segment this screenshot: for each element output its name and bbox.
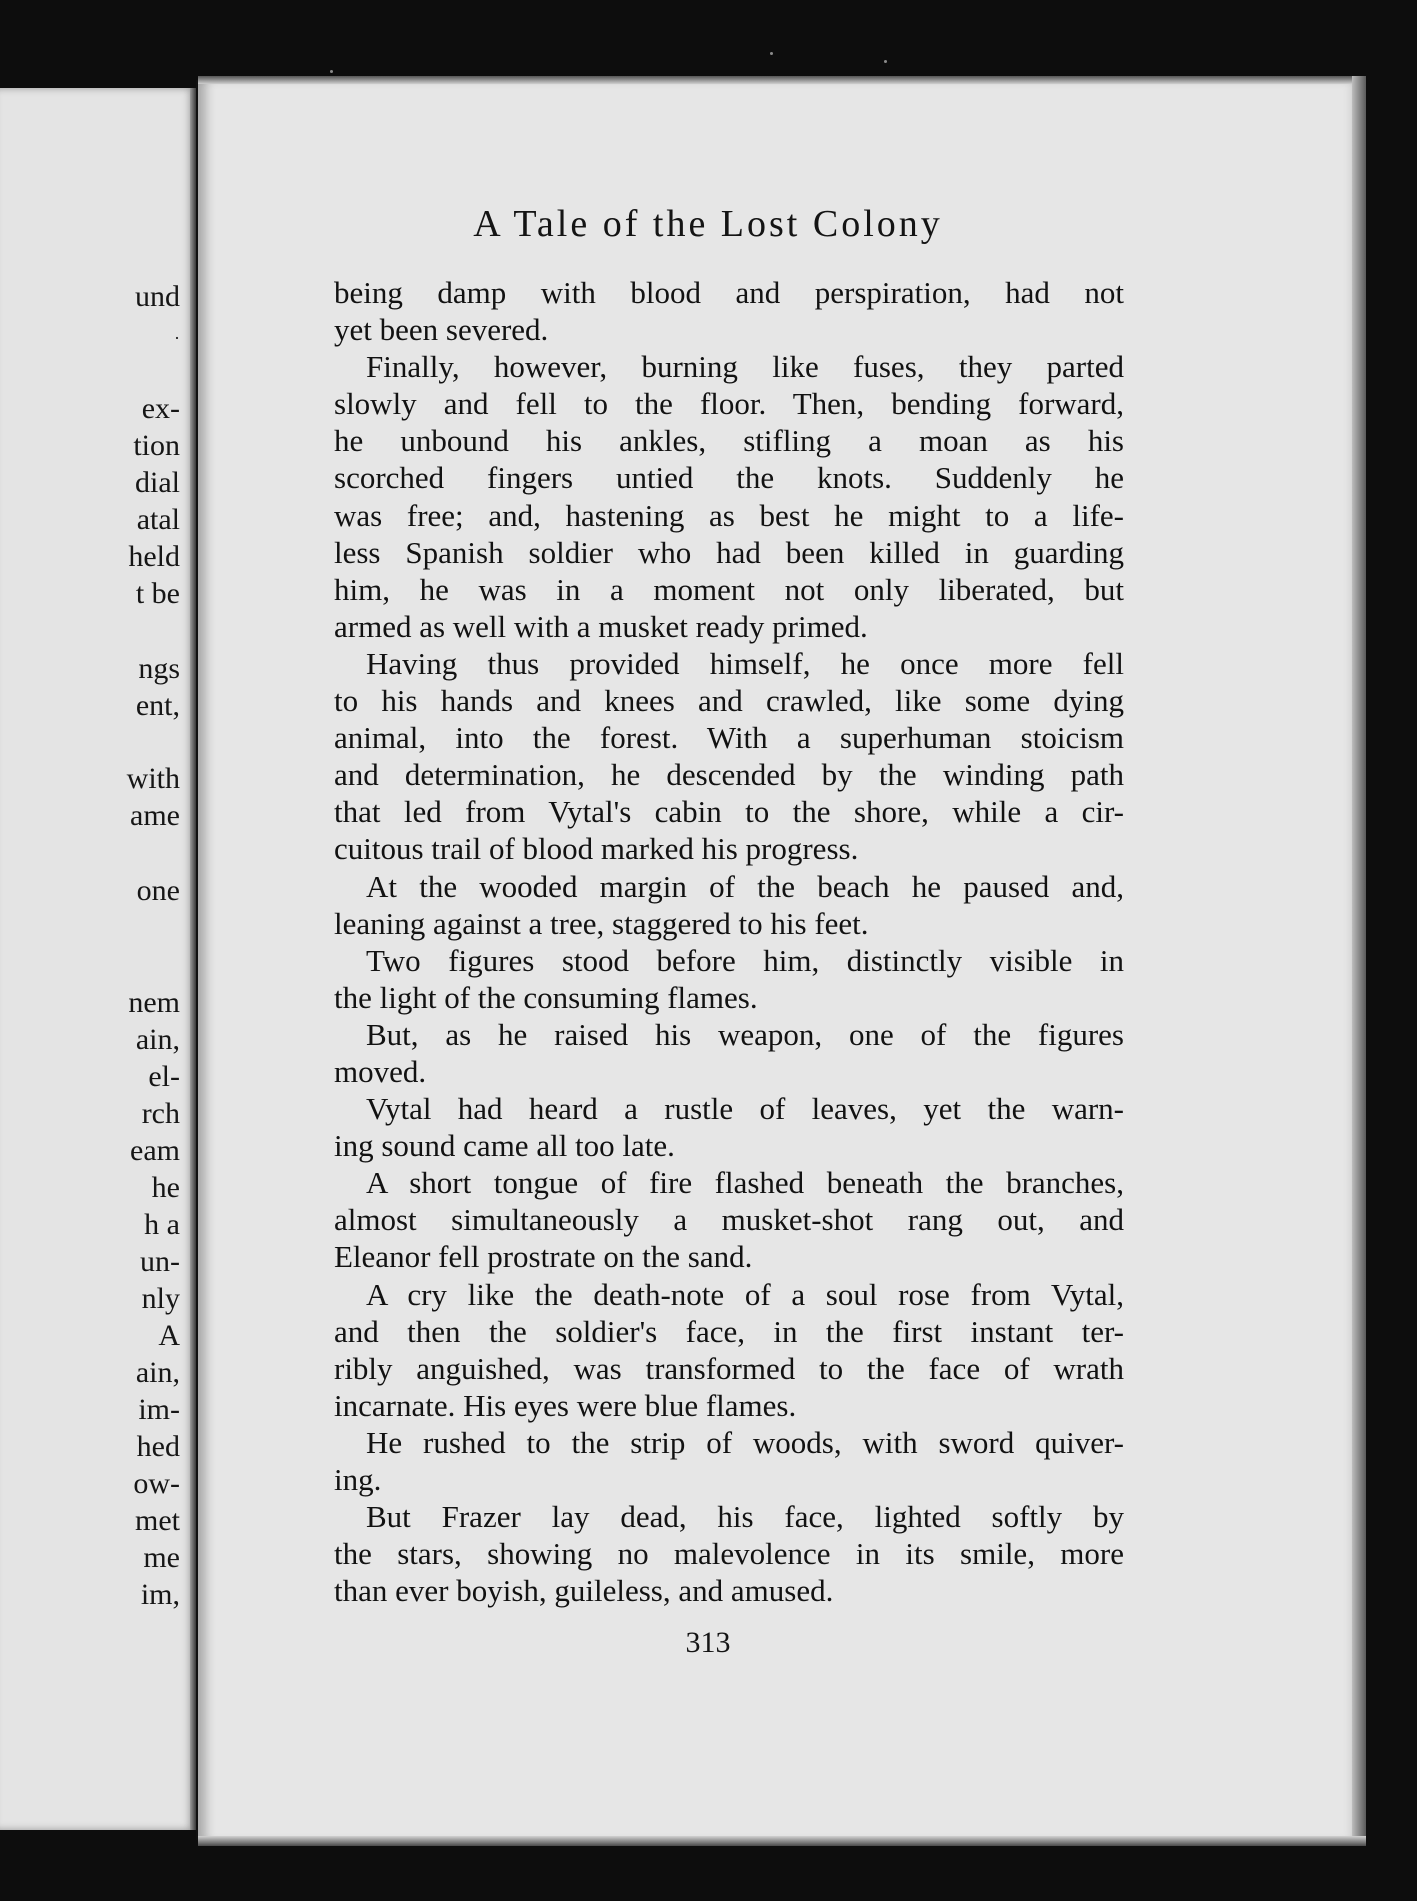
left-fragment: tion — [133, 429, 180, 462]
running-head: A Tale of the Lost Colony — [473, 203, 943, 245]
text-line: ribly anguished, was transformed to the face of wrath — [334, 1350, 1124, 1386]
left-fragment: ain, — [135, 1023, 180, 1056]
text-line: he unbound his ankles, stifling a moan as his — [334, 423, 1124, 459]
text-line: A cry like the death-note of a soul rose from Vytal, — [366, 1276, 1124, 1312]
text-line: At the wooded margin of the beach he paused and, — [366, 868, 1124, 904]
paragraph — [334, 1424, 1124, 1498]
left-fragment: el- — [148, 1060, 180, 1093]
paragraph — [334, 942, 1124, 1016]
text-line: Eleanor fell prostrate on the sand. — [334, 1239, 753, 1275]
left-fragment: im, — [140, 1578, 180, 1611]
page-number: 313 — [685, 1626, 731, 1659]
paragraph — [334, 348, 1124, 645]
left-fragment: ain, — [135, 1356, 180, 1389]
text-line: Having thus provided himself, he once more fell — [366, 645, 1124, 681]
text-line: ing. — [334, 1462, 382, 1497]
text-line: A short tongue of fire flashed beneath the branches, — [366, 1165, 1124, 1201]
left-fragment: t be — [135, 577, 180, 610]
left-facing-page — [0, 88, 196, 1830]
text-line: Vytal had heard a rustle of leaves, yet the warn- — [366, 1091, 1124, 1127]
text-line: yet been severed. — [334, 312, 549, 348]
paragraph — [334, 1016, 1124, 1090]
left-fragment: ow- — [133, 1467, 180, 1500]
text-line: and determination, he descended by the winding path — [334, 757, 1124, 793]
left-fragment: me — [143, 1541, 180, 1574]
left-fragment: dial — [135, 466, 180, 499]
left-fragment: ex- — [141, 392, 180, 425]
text-line: scorched fingers untied the knots. Suddenly he — [334, 460, 1124, 496]
text-line: Two figures stood before him, distinctly visible in — [366, 942, 1124, 978]
left-fragment: h a — [144, 1208, 180, 1241]
left-fragment: held — [128, 540, 180, 573]
text-line: But, as he raised his weapon, one of the figures — [366, 1016, 1124, 1052]
text-line: being damp with blood and perspiration, had not — [334, 275, 1124, 310]
text-line: to his hands and knees and crawled, like some dying — [334, 683, 1124, 719]
left-fragment: eam — [130, 1134, 180, 1167]
text-line: the light of the consuming flames. — [334, 979, 758, 1015]
text-line: incarnate. His eyes were blue flames. — [334, 1387, 797, 1423]
left-fragment: · — [174, 328, 180, 348]
left-fragment: ngs — [138, 652, 180, 685]
paragraph — [334, 1498, 1124, 1609]
text-line: He rushed to the strip of woods, with sword quiver- — [366, 1424, 1124, 1460]
left-fragment: rch — [141, 1097, 180, 1130]
paragraph — [334, 274, 1124, 348]
text-line: animal, into the forest. With a superhuman stoicism — [334, 720, 1124, 756]
page-top-edge — [198, 76, 1366, 84]
text-line: than ever boyish, guileless, and amused. — [334, 1573, 834, 1609]
left-fragment: nem — [128, 986, 180, 1019]
text-line: moved. — [334, 1053, 427, 1089]
text-line: almost simultaneously a musket-shot rang out, and — [334, 1202, 1124, 1238]
left-fragment: hed — [136, 1430, 180, 1463]
left-fragment: A — [158, 1319, 180, 1352]
left-fragment: with — [126, 762, 180, 795]
left-fragment: met — [135, 1504, 180, 1537]
left-fragment: im- — [138, 1393, 180, 1426]
left-fragment: he — [151, 1171, 180, 1204]
text-line: less Spanish soldier who had been killed in guarding — [334, 534, 1124, 570]
left-fragment: ame — [130, 799, 180, 832]
text-line: was free; and, hastening as best he might to a life- — [334, 497, 1124, 533]
left-fragment: atal — [136, 503, 180, 536]
left-fragment: one — [136, 874, 180, 907]
text-line: armed as well with a musket ready primed. — [334, 608, 868, 644]
text-line: that led from Vytal's cabin to the shore, while a cir- — [334, 794, 1124, 830]
body-text — [334, 274, 1124, 1609]
right-page — [198, 76, 1366, 1846]
scan-dust — [884, 60, 887, 63]
left-fragment: ent, — [135, 689, 180, 722]
page-right-edge — [1352, 76, 1366, 1846]
left-fragment: un- — [140, 1245, 180, 1278]
text-line: the stars, showing no malevolence in its smile, more — [334, 1536, 1124, 1572]
left-fragment: und — [135, 280, 180, 313]
paragraph — [334, 1164, 1124, 1275]
text-line: Finally, however, burning like fuses, they parted — [366, 349, 1124, 385]
text-line: and then the soldier's face, in the first instant ter- — [334, 1313, 1124, 1349]
page-bottom-edge — [198, 1836, 1366, 1846]
text-line: him, he was in a moment not only liberated, but — [334, 571, 1124, 607]
left-fragment: nly — [141, 1282, 180, 1315]
paragraph — [334, 1090, 1124, 1164]
text-line: cuitous trail of blood marked his progress. — [334, 831, 859, 867]
text-line: slowly and fell to the floor. Then, bending forward, — [334, 386, 1124, 422]
scan-dust — [770, 52, 773, 55]
paragraph — [334, 868, 1124, 942]
paragraph — [334, 645, 1124, 868]
text-line: ing sound came all too late. — [334, 1128, 675, 1164]
text-line: But Frazer lay dead, his face, lighted softly by — [366, 1499, 1124, 1535]
text-line: leaning against a tree, staggered to his feet. — [334, 905, 869, 941]
paragraph — [334, 1276, 1124, 1424]
scan-dust — [330, 70, 333, 73]
